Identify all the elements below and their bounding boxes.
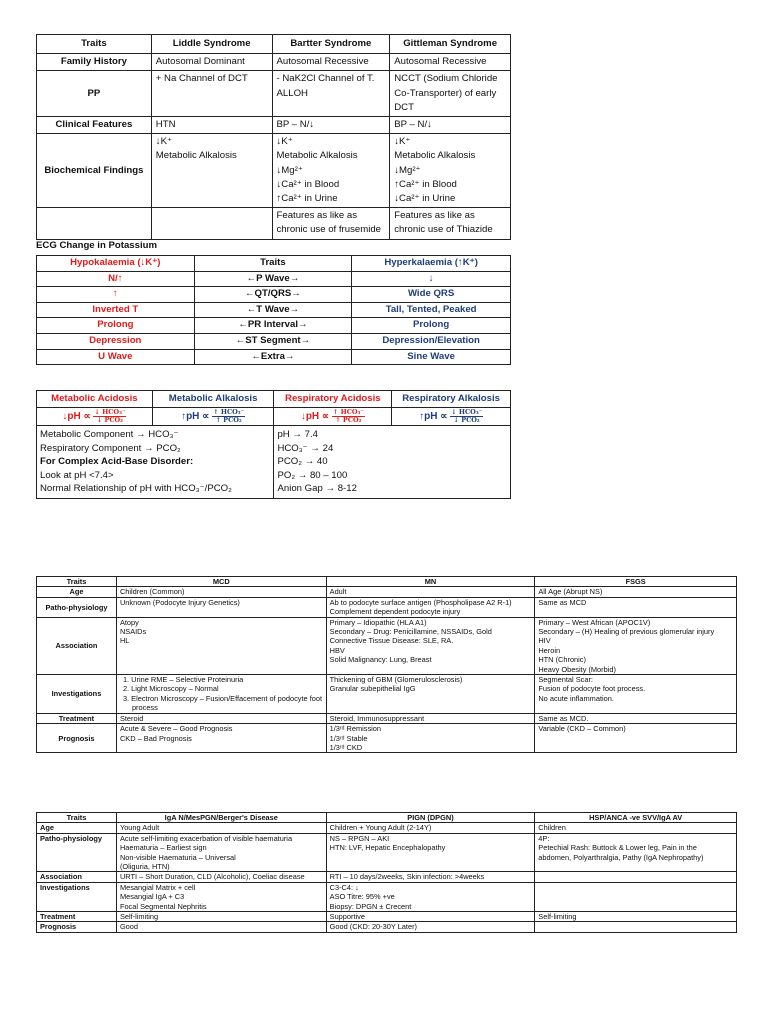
table-cell (116, 597, 326, 617)
cell-line: NS – RPGN – AKI (329, 833, 390, 843)
column-header: Metabolic Acidosis (37, 391, 153, 408)
cell-line: Heavy Obesity (Morbid) (538, 664, 616, 674)
table-cell (535, 872, 737, 882)
table-cell (535, 675, 737, 714)
cell-line: No acute inflammation. (538, 693, 614, 703)
table-cell (116, 617, 326, 674)
table-row (37, 117, 511, 134)
column-header: Traits (37, 813, 117, 823)
cell-line: Segmental Scar: (538, 675, 593, 685)
cell-line: Ab to podocyte surface antigen (Phospholipase A2 R-1) (329, 597, 512, 607)
table-cell (535, 823, 737, 833)
cell-line: Good (CKD: 20-30Y Later) (329, 922, 418, 932)
cell-line: URTI – Short Duration, CLD (Alcoholic), Coeliac disease (119, 872, 305, 882)
column-header: PIGN (DPGN) (326, 813, 535, 823)
table-cell: Prolong (352, 318, 511, 334)
column-header: Traits (37, 577, 117, 587)
cell-line: Heroin (538, 645, 561, 655)
table-cell (116, 587, 326, 597)
cell-line: ↓Mg²⁺ (394, 164, 421, 176)
table-cell (390, 117, 511, 134)
ecg-potassium-table (36, 255, 511, 365)
cell-line: Secondary – Drug: Penicillamine, NSSAIDs, Gold (329, 627, 492, 637)
table-cell (535, 833, 737, 872)
row-trait-label: Age (37, 587, 117, 597)
table-cell (151, 71, 272, 117)
cell-line: Autosomal Recessive (276, 56, 369, 68)
cell-line: Haematuria – Earliest sign (119, 843, 207, 853)
table-row (37, 882, 737, 911)
cell-line: Metabolic Alkalosis (394, 150, 476, 162)
row-trait-label: Patho-physiology (37, 597, 117, 617)
fraction-numerator: ↓ HCO₃⁻ (94, 408, 126, 416)
table-cell: Inverted T (37, 302, 195, 318)
cell-line: Autosomal Recessive (394, 56, 487, 68)
row-trait-label: Association (37, 617, 117, 674)
cell-line: 3. Electron Microscopy – Fusion/Effacement of podocyte foot process (122, 693, 323, 713)
note-line: Respiratory Component → PCO₂ (40, 442, 181, 454)
cell-line: CKD – Bad Prognosis (119, 733, 192, 743)
table-cell (326, 713, 535, 723)
table-cell (326, 872, 535, 882)
cell-line: Focal Segmental Nephritis (119, 901, 207, 911)
column-header: Gittleman Syndrome (390, 35, 511, 54)
table-row (37, 208, 511, 239)
cell-line: Steroid (119, 713, 144, 723)
ph-equation (37, 408, 153, 426)
cell-line: Mesangial IgA + C3 (119, 892, 185, 902)
column-header-hyperkalaemia: Hyperkalaemia (↑K⁺) (352, 256, 511, 272)
table-header-row (37, 35, 511, 54)
summary-row (37, 426, 511, 499)
table-cell (390, 134, 511, 208)
cell-line: C3-C4: ↓ (329, 882, 359, 892)
cell-line: Secondary – (H) Healing of previous glomerular injury (538, 627, 715, 637)
table-row (37, 833, 737, 872)
table-cell (535, 882, 737, 911)
cell-line: Same as MCD (538, 597, 587, 607)
cell-line: 4P: (538, 833, 550, 843)
table-cell (151, 117, 272, 134)
table-cell (116, 823, 326, 833)
table-cell (326, 617, 535, 674)
cell-line: HTN: LVF, Hepatic Encephalopathy (329, 843, 446, 853)
table-cell: Depression/Elevation (352, 333, 511, 349)
table-cell (535, 617, 737, 674)
cell-line: RTI – 10 days/2weeks, Skin infection: >4weeks (329, 872, 485, 882)
ph-equation (152, 408, 274, 426)
equation-lhs: ↓pH ∝ (300, 411, 330, 423)
table-row (37, 912, 737, 922)
column-header: Liddle Syndrome (151, 35, 272, 54)
table-cell (390, 71, 511, 117)
value-line: PO₂ → 80 – 100 (277, 469, 348, 481)
cell-line: Co-Transporter) of early (394, 87, 497, 99)
cell-line: Acute & Severe – Good Prognosis (119, 724, 233, 734)
table-cell (390, 208, 511, 239)
cell-line: ↑Ca²⁺ in Urine (276, 193, 338, 205)
table-cell: ←T Wave→ (194, 302, 352, 318)
table-cell (272, 54, 390, 71)
table-cell (326, 587, 535, 597)
cell-line: Good (119, 922, 139, 932)
cell-line: BP – N/↓ (394, 119, 432, 131)
fraction-denominator: ↑ PCO₂ (215, 416, 242, 424)
table-row (37, 287, 511, 303)
cell-line: chronic use of Thiazide (394, 224, 493, 236)
cell-line: ↓Ca²⁺ in Blood (276, 178, 340, 190)
row-trait-label (37, 208, 152, 239)
table-cell (116, 833, 326, 872)
value-line: pH → 7.4 (277, 429, 318, 440)
row-trait-label: Biochemical Findings (37, 134, 152, 208)
cell-line: Autosomal Dominant (155, 56, 245, 68)
table-row (37, 333, 511, 349)
cell-line: Supportive (329, 912, 365, 922)
column-header: MN (326, 577, 535, 587)
cell-line: Young Adult (119, 823, 160, 833)
table-cell (272, 71, 390, 117)
table-cell (326, 922, 535, 932)
cell-line: Steroid, Immunosuppressant (329, 713, 425, 723)
row-trait-label: Treatment (37, 713, 117, 723)
syndromes-table (36, 34, 511, 240)
table-row (37, 349, 511, 365)
row-trait-label: Treatment (37, 912, 117, 922)
cell-line: ↓K⁺ (394, 136, 411, 148)
equation-lhs: ↑pH ∝ (181, 411, 210, 423)
table-header-row (37, 813, 737, 823)
cell-line: Complement dependent podocyte injury (329, 607, 461, 617)
note-line: Metabolic Component → HCO₃⁻ (40, 429, 179, 440)
cell-line: DCT (394, 101, 414, 113)
equation-lhs: ↓pH ∝ (62, 411, 91, 423)
fraction-denominator: ↓ PCO₂ (453, 416, 480, 424)
row-trait-label: Association (37, 872, 117, 882)
table-row (37, 318, 511, 334)
cell-line: ASO Titre: 95% +ve (329, 892, 395, 902)
equation-fraction (93, 409, 126, 424)
cell-line: Variable (CKD – Common) (538, 724, 626, 734)
cell-line: ↓K⁺ (276, 136, 293, 148)
table-cell (272, 134, 390, 208)
table-row (37, 617, 737, 674)
fraction-numerator: ↓ HCO₃⁻ (451, 408, 483, 416)
table-cell (535, 587, 737, 597)
column-header: HSP/ANCA -ve SVV/IgA AV (535, 813, 737, 823)
table-cell: Sine Wave (352, 349, 511, 365)
cell-line: Acute self-limiting exacerbation of visible haematuria (119, 833, 293, 843)
row-trait-label: Patho-physiology (37, 833, 117, 872)
cell-line: HIV (538, 636, 551, 646)
table-cell: Tall, Tented, Peaked (352, 302, 511, 318)
table-cell (326, 675, 535, 714)
cell-line: Adult (329, 587, 347, 597)
table-cell: ↑ (37, 287, 195, 303)
cell-line: Primary – Idiopathic (HLA A1) (329, 617, 427, 627)
table-cell: ←P Wave→ (194, 271, 352, 287)
cell-line: NCCT (Sodium Chloride (394, 73, 498, 85)
row-trait-label: Investigations (37, 882, 117, 911)
cell-line: Fusion of podocyte foot process. (538, 684, 646, 694)
row-trait-label: Age (37, 823, 117, 833)
cell-line: ↓K⁺ (155, 136, 173, 148)
table-cell (151, 208, 272, 239)
table-row (37, 724, 737, 753)
table-row (37, 713, 737, 723)
fraction-numerator: ↑ HCO₃⁻ (213, 408, 245, 416)
cell-line: Metabolic Alkalosis (276, 150, 358, 162)
column-header-hypokalaemia: Hypokalaemia (↓K⁺) (37, 256, 195, 272)
table-cell: N/↑ (37, 271, 195, 287)
table-cell (326, 882, 535, 911)
cell-line: All Age (Abrupt NS) (538, 587, 603, 597)
cell-line: ↑Ca²⁺ in Blood (394, 178, 457, 190)
cell-line: chronic use of frusemide (276, 224, 382, 236)
row-trait-label: PP (37, 71, 152, 117)
table-header-row (37, 391, 511, 408)
table-row (37, 597, 737, 617)
cell-line: - NaK2Cl Channel of T. (276, 73, 375, 85)
cell-line: + Na Channel of DCT (155, 73, 248, 85)
ecg-section-title: ECG Change in Potassium (36, 240, 158, 251)
value-line: Anion Gap → 8-12 (277, 483, 357, 495)
cell-line: Children (538, 823, 566, 833)
column-header: Traits (37, 35, 152, 54)
table-row (37, 587, 737, 597)
table-cell (535, 597, 737, 617)
table-cell (151, 134, 272, 208)
cell-line: Children + Young Adult (2-14Y) (329, 823, 432, 833)
cell-line: ALLOH (276, 87, 308, 99)
cell-line: NSAIDs (119, 627, 147, 637)
row-trait-label: Prognosis (37, 724, 117, 753)
cell-line: Atopy (119, 617, 139, 627)
column-header-traits: Traits (194, 256, 352, 272)
value-line: HCO₃⁻ → 24 (277, 442, 334, 454)
ph-equation (392, 408, 511, 426)
cell-line: ↓Mg²⁺ (276, 164, 303, 176)
cell-line: Solid Malignancy: Lung, Breast (329, 655, 432, 665)
cell-line: Self-limiting (538, 912, 577, 922)
table-cell (272, 208, 390, 239)
fraction-denominator: ↓ PCO₂ (96, 416, 124, 424)
table-row (37, 271, 511, 287)
cell-line: Connective Tissue Disease: SLE, RA. (329, 636, 454, 646)
column-header: MCD (116, 577, 326, 587)
row-trait-label: Investigations (37, 675, 117, 714)
cell-line: Unknown (Podocyte Injury Genetics) (119, 597, 240, 607)
cell-line: Metabolic Alkalosis (155, 150, 237, 162)
column-header: Metabolic Alkalosis (152, 391, 274, 408)
nephritic-table (36, 812, 737, 933)
column-header: Respiratory Acidosis (274, 391, 392, 408)
cell-line: Thickening of GBM (Glomerulosclerosis) (329, 675, 463, 685)
cell-line: 1/3ʳᵈ Remission (329, 724, 382, 734)
cell-line: HBV (329, 645, 345, 655)
cell-line: Biopsy: DPGN ± Crecent (329, 901, 412, 911)
table-cell (326, 724, 535, 753)
table-cell: U Wave (37, 349, 195, 365)
note-line: Normal Relationship of pH with HCO₃⁻/PCO₂ (40, 483, 232, 495)
table-cell (116, 872, 326, 882)
table-cell: Prolong (37, 318, 195, 334)
cell-line: Features as like as (394, 210, 475, 222)
equation-fraction (212, 409, 245, 424)
table-cell (326, 823, 535, 833)
table-row (37, 54, 511, 71)
table-header-row (37, 577, 737, 587)
table-row (37, 302, 511, 318)
table-cell (151, 54, 272, 71)
cell-line: 2. Light Microscopy – Normal (122, 684, 219, 694)
column-header: IgA N/MesPGN/Berger's Disease (116, 813, 326, 823)
row-trait-label: Prognosis (37, 922, 117, 932)
cell-line: abdomen, Polyarthralgia, Pathy (IgA Nephropathy) (538, 852, 704, 862)
cell-line: HTN (Chronic) (538, 655, 586, 665)
normal-values (274, 426, 511, 499)
cell-line: Granular subepithelial IgG (329, 684, 416, 694)
cell-line: BP – N/↓ (276, 119, 315, 131)
equation-row (37, 408, 511, 426)
table-cell (326, 597, 535, 617)
cell-line: 1/3ʳᵈ CKD (329, 742, 363, 752)
cell-line: ↓Ca²⁺ in Urine (394, 193, 456, 205)
column-header: FSGS (535, 577, 737, 587)
fraction-numerator: ↑ HCO₃⁻ (332, 408, 364, 416)
note-line: For Complex Acid-Base Disorder: (40, 456, 194, 468)
row-trait-label: Clinical Features (37, 117, 152, 134)
table-cell: ←ST Segment→ (194, 333, 352, 349)
table-cell: ←Extra→ (194, 349, 352, 365)
column-header: Respiratory Alkalosis (392, 391, 511, 408)
row-trait-label: Family History (37, 54, 152, 71)
equation-fraction (450, 409, 483, 424)
table-cell (535, 724, 737, 753)
table-cell: Depression (37, 333, 195, 349)
cell-line: Self-limiting (119, 912, 159, 922)
table-cell: Wide QRS (352, 287, 511, 303)
cell-line: (Oliguria, HTN) (119, 862, 170, 872)
acid-base-table (36, 390, 511, 499)
table-row (37, 872, 737, 882)
cell-line: Mesangial Matrix + cell (119, 882, 196, 892)
table-cell (535, 713, 737, 723)
table-row (37, 922, 737, 932)
cell-line: Children (Common) (119, 587, 185, 597)
note-line: Look at pH <7.4> (40, 469, 114, 481)
cell-line: Non-visible Haematuria – Universal (119, 852, 236, 862)
cell-line: Petechial Rash: Buttock & Lower leg, Pain in the (538, 843, 697, 853)
table-cell (116, 724, 326, 753)
table-cell (116, 713, 326, 723)
table-row (37, 823, 737, 833)
fraction-denominator: ↑ PCO₂ (335, 416, 362, 424)
table-row (37, 71, 511, 117)
table-cell: ←QT/QRS→ (194, 287, 352, 303)
cell-line: Primary – West African (APOC1V) (538, 617, 651, 627)
table-cell (272, 117, 390, 134)
table-cell (535, 912, 737, 922)
cell-line: HTN (155, 119, 176, 131)
table-cell: ←PR Interval→ (194, 318, 352, 334)
table-cell (535, 922, 737, 932)
cell-line: HL (119, 636, 130, 646)
cell-line: 1/3ʳᵈ Stable (329, 733, 368, 743)
value-line: PCO₂ → 40 (277, 456, 328, 468)
ph-equation (274, 408, 392, 426)
table-cell (326, 912, 535, 922)
table-cell (326, 833, 535, 872)
nephrotic-table (36, 576, 737, 753)
cell-line: 1. Urine RME – Selective Proteinuria (122, 675, 244, 685)
table-cell (390, 54, 511, 71)
table-cell: ↓ (352, 271, 511, 287)
table-cell (116, 912, 326, 922)
table-row (37, 134, 511, 208)
table-cell (116, 922, 326, 932)
table-cell (116, 882, 326, 911)
table-header-row (37, 256, 511, 272)
component-notes (37, 426, 274, 499)
cell-line: Features as like as (276, 210, 358, 222)
column-header: Bartter Syndrome (272, 35, 390, 54)
table-cell (116, 675, 326, 714)
equation-fraction (332, 409, 365, 424)
table-row (37, 675, 737, 714)
equation-lhs: ↑pH ∝ (419, 411, 448, 423)
cell-line: Same as MCD. (538, 713, 589, 723)
